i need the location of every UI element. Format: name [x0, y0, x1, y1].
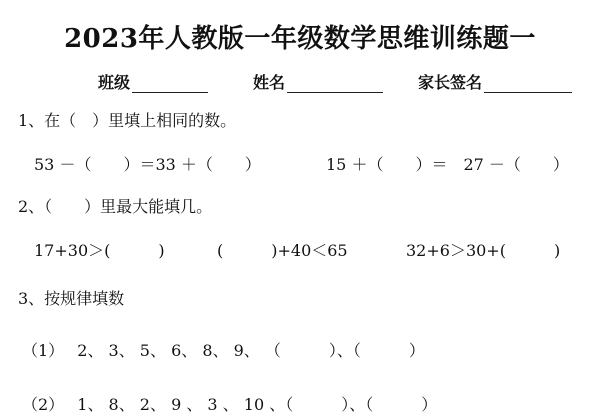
parent-signature-blank[interactable] [484, 74, 572, 93]
class-blank[interactable] [132, 74, 208, 93]
class-field [98, 70, 208, 93]
name-blank[interactable] [287, 74, 383, 93]
class-label: 班级 [98, 73, 131, 92]
question-1-heading: 1、在（ ）里填上相同的数。 [18, 111, 237, 130]
question-3-sequence-2: （2） 1、 8、 2、 9 、 3 、 10 、（ ）、（ ） [22, 395, 438, 414]
question-2-heading: 2、（ ）里最大能填几。 [18, 197, 213, 216]
page-title: 2023年人教版一年级数学思维训练题一 [64, 24, 536, 54]
name-field [253, 70, 383, 93]
parent-signature-label: 家长签名 [418, 73, 483, 92]
question-2-expression: ( )+40＜65 [217, 241, 348, 260]
parent-signature-field [418, 70, 572, 93]
question-2-expression: 32+6＞30+( ) [406, 241, 561, 260]
question-1-expression: 15 ＋（ ）＝ 27 －（ ） [326, 155, 569, 174]
name-label: 姓名 [253, 73, 286, 92]
question-3-sequence-1: （1） 2、 3、 5、 6、 8、 9、 （ ）、（ ） [22, 341, 425, 360]
question-1-expression: 53 －（ ）＝33 ＋（ ） [34, 155, 261, 174]
question-2-expression: 17+30＞( ) [34, 241, 165, 260]
question-3-heading: 3、按规律填数 [18, 289, 125, 308]
student-info-row [0, 70, 600, 94]
